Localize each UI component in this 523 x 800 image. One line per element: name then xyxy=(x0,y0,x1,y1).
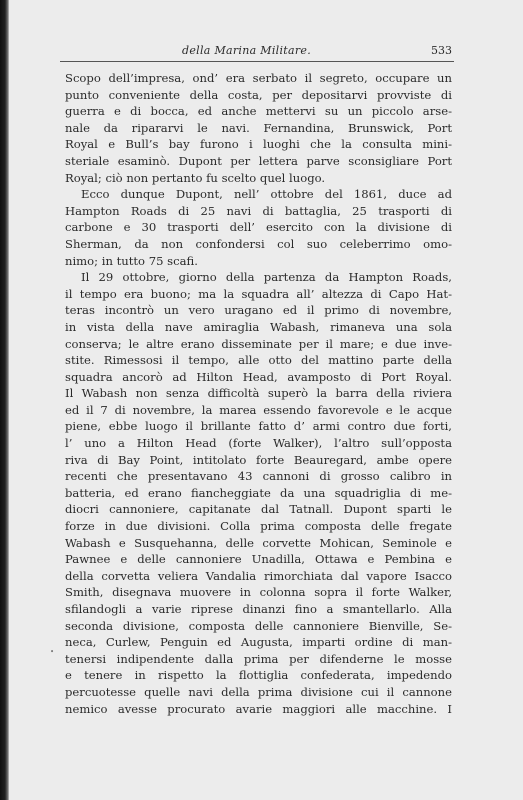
text-line: neca, Curlew, Penguin ed Augusta, imparti ordine di man- xyxy=(65,635,452,650)
page-number: 533 xyxy=(431,44,452,57)
text-line: l’ uno a Hilton Head (forte Walker), l’altro sull’opposta xyxy=(65,436,452,451)
text-line: nimo; in tutto 75 scafi. xyxy=(65,253,198,268)
text-line: nale da ripararvi le navi. Fernandina, Brunswick, Port xyxy=(65,120,452,135)
running-head: della Marina Militare. xyxy=(182,44,312,57)
text-line: della corvetta veliera Vandalia rimorchiata dal vapore Isacco xyxy=(65,568,452,583)
text-line: Royal e Bull’s bay furono i luoghi che la consulta mini- xyxy=(65,137,452,152)
header-rule xyxy=(60,61,454,62)
text-line: e tenere in rispetto la flottiglia confederata, impedendo xyxy=(65,668,452,683)
text-line: guerra e di bocca, ed anche mettervi su un piccolo arse- xyxy=(65,104,452,119)
text-line: Hampton Roads di 25 navi di battaglia, 25 trasporti di xyxy=(65,203,452,218)
body-text xyxy=(65,70,452,717)
text-line: forze in due divisioni. Colla prima composta delle fregate xyxy=(65,519,452,534)
text-line: nemico avesse procurato avarie maggiori alle macchine. I xyxy=(65,701,452,716)
text-line: Pawnee e delle cannoniere Unadilla, Ottawa e Pembina e xyxy=(65,552,452,567)
text-line: seconda divisione, composta delle cannoniere Bienville, Se- xyxy=(65,618,452,633)
text-line: il tempo era buono; ma la squadra all’ altezza di Capo Hat- xyxy=(65,286,452,301)
text-line: percuotesse quelle navi della prima divisione cui il cannone xyxy=(65,684,452,699)
text-line: Il 29 ottobre, giorno della partenza da Hampton Roads, xyxy=(81,270,452,285)
text-line: batteria, ed erano fiancheggiate da una squadriglia di me- xyxy=(65,485,452,500)
text-line: conserva; le altre erano disseminate per il mare; e due inve- xyxy=(65,336,452,351)
text-line: Il Wabash non senza difficoltà superò la barra della riviera xyxy=(65,386,452,401)
text-line: Royal; ciò non pertanto fu scelto quel luogo. xyxy=(65,170,326,185)
text-line: in vista della nave amiraglia Wabash, rimaneva una sola xyxy=(65,319,452,334)
text-line: diocri cannoniere, capitanate dal Tatnall. Dupont sparti le xyxy=(65,502,452,517)
text-line: punto conveniente della costa, per depositarvi provviste di xyxy=(65,87,452,102)
text-line: ed il 7 di novembre, la marea essendo favorevole e le acque xyxy=(65,402,452,417)
text-line: Scopo dell’impresa, ond’ era serbato il segreto, occupare un xyxy=(65,71,452,85)
text-line: piene, ebbe luogo il brillante fatto d’ armi contro due forti, xyxy=(65,419,452,434)
text-line: squadra ancorò ad Hilton Head, avamposto di Port Royal. xyxy=(65,369,452,384)
margin-mark: • xyxy=(50,648,55,656)
text-line: Sherman, da non confondersi col suo celeberrimo omo- xyxy=(65,236,452,251)
page-header xyxy=(60,44,452,60)
text-line: Wabash e Susquehanna, delle corvette Mohican, Seminole e xyxy=(65,535,452,550)
text-line: riva di Bay Point, intitolato forte Beauregard, ambe opere xyxy=(65,452,452,467)
text-line: Ecco dunque Dupont, nell’ ottobre del 1861, duce ad xyxy=(81,187,452,202)
text-line: Smith, disegnava muovere in colonna sopra il forte Walker, xyxy=(65,585,452,600)
text-line: teras incontrò un vero uragano ed il primo di novembre, xyxy=(65,303,452,318)
text-line: recenti che presentavano 43 cannoni di grosso calibro in xyxy=(65,469,452,484)
text-line: stite. Rimessosi il tempo, alle otto del mattino parte della xyxy=(65,353,452,368)
page-binding-edge xyxy=(0,0,9,800)
text-line: sfilandogli a varie riprese dinanzi fino a smantellarlo. Alla xyxy=(65,602,452,616)
text-line: steriale esaminò. Dupont per lettera parve sconsigliare Port xyxy=(65,153,452,168)
text-line: carbone e 30 trasporti dell’ esercito con la divisione di xyxy=(65,220,452,235)
text-line: tenersi indipendente dalla prima per difenderne le mosse xyxy=(65,651,452,666)
